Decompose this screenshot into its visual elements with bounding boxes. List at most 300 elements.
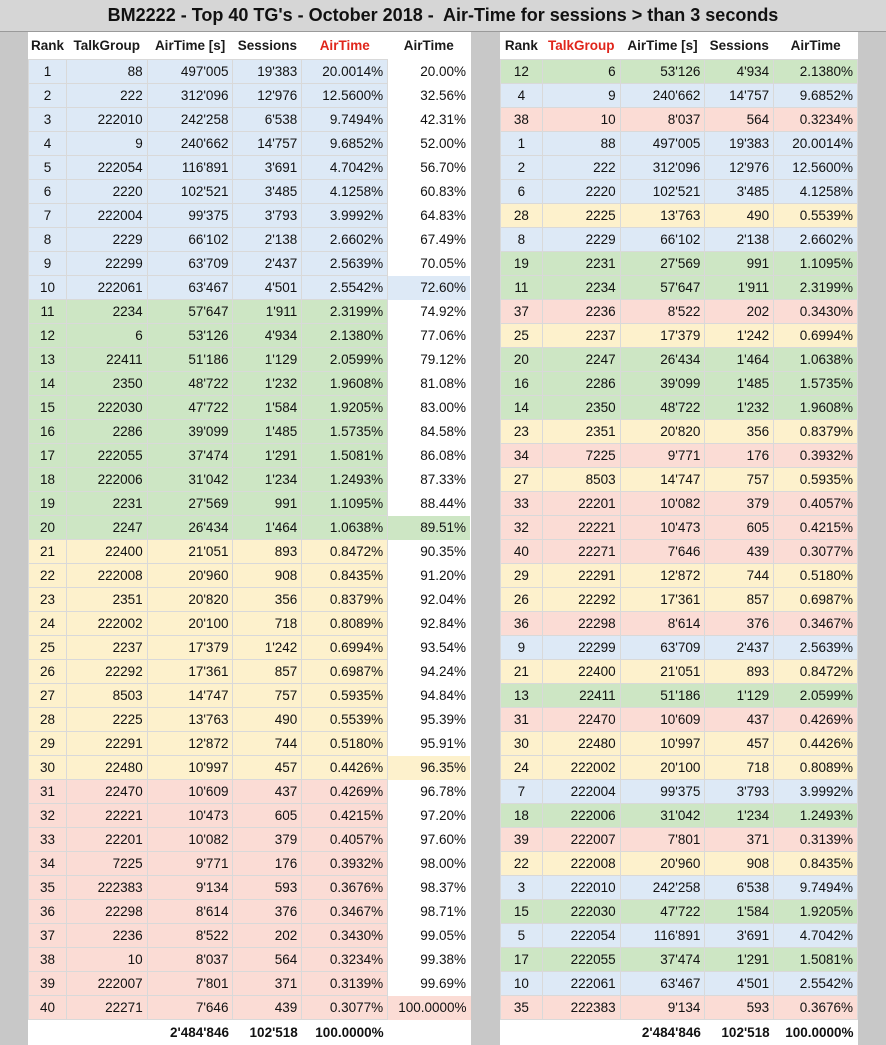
airtime-cell: 20'100: [147, 612, 233, 636]
sessions-cell: 379: [705, 492, 774, 516]
airtime-cell: 8'614: [147, 900, 233, 924]
sessions-cell: 437: [233, 780, 302, 804]
cumulative-cell: 94.84%: [388, 684, 471, 708]
cumulative-cell: 98.00%: [388, 852, 471, 876]
airtime-percent-cell: 1.1095%: [302, 492, 388, 516]
sessions-cell: 437: [705, 708, 774, 732]
airtime-percent-cell: 0.3430%: [302, 924, 388, 948]
airtime-cell: 8'614: [620, 612, 705, 636]
sessions-cell: 439: [705, 540, 774, 564]
table-row: [29, 156, 471, 180]
cumulative-cell: 95.39%: [388, 708, 471, 732]
cumulative-cell: 77.06%: [388, 324, 471, 348]
airtime-cell: 14'747: [620, 468, 705, 492]
talkgroup-cell: 222006: [66, 468, 147, 492]
rank-cell: 3: [29, 108, 67, 132]
rank-cell: 37: [29, 924, 67, 948]
sessions-cell: 744: [233, 732, 302, 756]
table-row: [501, 420, 858, 444]
rank-cell: 19: [29, 492, 67, 516]
totals-row: [501, 1020, 858, 1045]
airtime-cell: 63'709: [147, 252, 233, 276]
sessions-cell: 356: [233, 588, 302, 612]
airtime-cell: 27'569: [620, 252, 705, 276]
talkgroup-cell: 2229: [542, 228, 620, 252]
airtime-cell: 66'102: [147, 228, 233, 252]
airtime-cell: 17'361: [620, 588, 705, 612]
airtime-percent-cell: 0.6994%: [302, 636, 388, 660]
airtime-cell: 13'763: [147, 708, 233, 732]
talkgroup-cell: 22221: [542, 516, 620, 540]
header-rank: Rank: [29, 32, 67, 60]
table-row: [501, 804, 858, 828]
sessions-cell: 1'464: [705, 348, 774, 372]
talkgroup-cell: 222004: [66, 204, 147, 228]
talkgroup-cell: 7225: [66, 852, 147, 876]
airtime-percent-cell: 0.8435%: [302, 564, 388, 588]
sessions-cell: 2'138: [705, 228, 774, 252]
sessions-cell: 4'934: [705, 60, 774, 84]
table-row: [501, 828, 858, 852]
airtime-cell: 63'709: [620, 636, 705, 660]
sessions-cell: 3'793: [233, 204, 302, 228]
rank-cell: 30: [501, 732, 543, 756]
airtime-percent-cell: 0.3676%: [302, 876, 388, 900]
talkgroup-cell: 7225: [542, 444, 620, 468]
sessions-cell: 1'242: [705, 324, 774, 348]
header-row: [29, 32, 471, 60]
talkgroup-cell: 22298: [542, 612, 620, 636]
total-empty: [388, 1020, 471, 1045]
talkgroup-cell: 2236: [542, 300, 620, 324]
airtime-percent-cell: 0.8472%: [302, 540, 388, 564]
talkgroup-cell: 222055: [542, 948, 620, 972]
table-row: [29, 228, 471, 252]
rank-cell: 6: [29, 180, 67, 204]
airtime-cell: 20'820: [620, 420, 705, 444]
airtime-cell: 26'434: [620, 348, 705, 372]
table-row: [501, 492, 858, 516]
talkgroup-cell: 2220: [542, 180, 620, 204]
airtime-percent-cell: 0.5180%: [302, 732, 388, 756]
airtime-cell: 10'997: [620, 732, 705, 756]
talkgroup-cell: 222383: [66, 876, 147, 900]
talkgroup-cell: 88: [542, 132, 620, 156]
airtime-percent-cell: 0.4215%: [302, 804, 388, 828]
table-row: [501, 468, 858, 492]
rank-cell: 17: [501, 948, 543, 972]
rank-cell: 15: [501, 900, 543, 924]
airtime-percent-cell: 1.9608%: [774, 396, 858, 420]
sessions-cell: 718: [705, 756, 774, 780]
airtime-percent-cell: 0.8089%: [302, 612, 388, 636]
rank-cell: 9: [501, 636, 543, 660]
table-row: [29, 420, 471, 444]
airtime-percent-cell: 3.9992%: [774, 780, 858, 804]
sessions-cell: 908: [705, 852, 774, 876]
table-row: [501, 996, 858, 1020]
table-row: [29, 564, 471, 588]
sessions-cell: 4'501: [233, 276, 302, 300]
sessions-cell: 457: [233, 756, 302, 780]
cumulative-cell: 99.38%: [388, 948, 471, 972]
talkgroup-cell: 22271: [542, 540, 620, 564]
rank-cell: 38: [501, 108, 543, 132]
table-row: [29, 708, 471, 732]
sessions-cell: 893: [233, 540, 302, 564]
table-row: [501, 612, 858, 636]
table-row: [501, 396, 858, 420]
table-row: [501, 132, 858, 156]
talkgroup-cell: 22221: [66, 804, 147, 828]
talkgroup-cell: 222010: [66, 108, 147, 132]
airtime-cell: 31'042: [620, 804, 705, 828]
rank-cell: 35: [29, 876, 67, 900]
airtime-cell: 12'872: [147, 732, 233, 756]
rank-cell: 14: [501, 396, 543, 420]
cumulative-cell: 79.12%: [388, 348, 471, 372]
left-ranking-panel: [28, 32, 471, 1045]
total-sessions-cell: 102'518: [233, 1020, 302, 1045]
airtime-percent-cell: 12.5600%: [774, 156, 858, 180]
airtime-percent-cell: 1.9205%: [774, 900, 858, 924]
airtime-percent-cell: 9.6852%: [774, 84, 858, 108]
airtime-cell: 20'960: [147, 564, 233, 588]
airtime-percent-cell: 0.3932%: [774, 444, 858, 468]
rank-cell: 40: [29, 996, 67, 1020]
airtime-cell: 9'771: [620, 444, 705, 468]
rank-cell: 5: [501, 924, 543, 948]
sessions-cell: 1'129: [705, 684, 774, 708]
table-row: [29, 852, 471, 876]
cumulative-cell: 72.60%: [388, 276, 471, 300]
sessions-cell: 857: [233, 660, 302, 684]
total-airtime-cell: 2'484'846: [620, 1020, 705, 1045]
talkgroup-cell: 22299: [542, 636, 620, 660]
sessions-cell: 564: [705, 108, 774, 132]
airtime-percent-cell: 2.5542%: [774, 972, 858, 996]
table-row: [29, 684, 471, 708]
talkgroup-cell: 22480: [542, 732, 620, 756]
rank-cell: 3: [501, 876, 543, 900]
airtime-cell: 10'609: [147, 780, 233, 804]
airtime-percent-cell: 0.5539%: [302, 708, 388, 732]
table-row: [29, 348, 471, 372]
airtime-cell: 99'375: [620, 780, 705, 804]
airtime-percent-cell: 1.5735%: [774, 372, 858, 396]
rank-cell: 23: [29, 588, 67, 612]
rank-cell: 29: [501, 564, 543, 588]
airtime-cell: 102'521: [620, 180, 705, 204]
talkgroup-cell: 2234: [66, 300, 147, 324]
airtime-cell: 37'474: [147, 444, 233, 468]
sessions-cell: 1'234: [705, 804, 774, 828]
table-row: [29, 948, 471, 972]
cumulative-cell: 95.91%: [388, 732, 471, 756]
sessions-cell: 1'485: [705, 372, 774, 396]
rank-cell: 10: [29, 276, 67, 300]
cumulative-cell: 96.35%: [388, 756, 471, 780]
talkgroup-cell: 222055: [66, 444, 147, 468]
airtime-percent-cell: 0.5935%: [774, 468, 858, 492]
airtime-cell: 10'082: [147, 828, 233, 852]
rank-cell: 1: [29, 60, 67, 84]
talkgroup-cell: 22400: [66, 540, 147, 564]
talkgroup-cell: 222004: [542, 780, 620, 804]
table-row: [501, 204, 858, 228]
rank-cell: 14: [29, 372, 67, 396]
airtime-cell: 48'722: [147, 372, 233, 396]
airtime-cell: 7'801: [147, 972, 233, 996]
airtime-cell: 12'872: [620, 564, 705, 588]
airtime-percent-cell: 0.3139%: [774, 828, 858, 852]
talkgroup-cell: 2231: [542, 252, 620, 276]
airtime-percent-cell: 4.1258%: [302, 180, 388, 204]
rank-cell: 35: [501, 996, 543, 1020]
talkgroup-cell: 22411: [66, 348, 147, 372]
talkgroup-cell: 222061: [66, 276, 147, 300]
sessions-cell: 12'976: [705, 156, 774, 180]
table-row: [501, 732, 858, 756]
rank-cell: 20: [29, 516, 67, 540]
airtime-cell: 53'126: [147, 324, 233, 348]
cumulative-cell: 87.33%: [388, 468, 471, 492]
airtime-percent-cell: 0.3234%: [302, 948, 388, 972]
airtime-cell: 57'647: [147, 300, 233, 324]
cumulative-cell: 94.24%: [388, 660, 471, 684]
sessions-cell: 3'691: [233, 156, 302, 180]
airtime-percent-cell: 2.5639%: [774, 636, 858, 660]
talkgroup-cell: 6: [66, 324, 147, 348]
airtime-cell: 8'037: [620, 108, 705, 132]
airtime-percent-cell: 2.5639%: [302, 252, 388, 276]
header-airtime-percent: AirTime: [302, 32, 388, 60]
total-empty: [66, 1020, 147, 1045]
airtime-percent-cell: 4.7042%: [774, 924, 858, 948]
airtime-percent-cell: 0.4215%: [774, 516, 858, 540]
talkgroup-cell: 22291: [66, 732, 147, 756]
total-percent-cell: 100.0000%: [302, 1020, 388, 1045]
table-row: [29, 468, 471, 492]
rank-cell: 36: [29, 900, 67, 924]
sessions-cell: 176: [233, 852, 302, 876]
totals-row: [29, 1020, 471, 1045]
airtime-percent-cell: 0.8472%: [774, 660, 858, 684]
sessions-cell: 1'234: [233, 468, 302, 492]
sessions-cell: 1'129: [233, 348, 302, 372]
talkgroup-cell: 10: [542, 108, 620, 132]
airtime-cell: 9'134: [147, 876, 233, 900]
airtime-cell: 9'134: [620, 996, 705, 1020]
sessions-cell: 376: [233, 900, 302, 924]
airtime-percent-cell: 2.3199%: [774, 276, 858, 300]
rank-cell: 23: [501, 420, 543, 444]
talkgroup-cell: 22470: [542, 708, 620, 732]
airtime-percent-cell: 0.4057%: [302, 828, 388, 852]
talkgroup-cell: 2351: [542, 420, 620, 444]
airtime-cell: 17'361: [147, 660, 233, 684]
table-row: [29, 804, 471, 828]
airtime-percent-cell: 0.3676%: [774, 996, 858, 1020]
table-row: [501, 756, 858, 780]
airtime-cell: 63'467: [147, 276, 233, 300]
sessions-cell: 457: [705, 732, 774, 756]
rank-cell: 22: [29, 564, 67, 588]
rank-cell: 16: [29, 420, 67, 444]
total-percent-cell: 100.0000%: [774, 1020, 858, 1045]
airtime-percent-cell: 9.7494%: [774, 876, 858, 900]
rank-cell: 24: [501, 756, 543, 780]
airtime-cell: 20'960: [620, 852, 705, 876]
sessions-cell: 718: [233, 612, 302, 636]
sessions-cell: 893: [705, 660, 774, 684]
airtime-cell: 47'722: [620, 900, 705, 924]
rank-cell: 12: [29, 324, 67, 348]
airtime-cell: 116'891: [147, 156, 233, 180]
airtime-cell: 242'258: [620, 876, 705, 900]
talkgroup-cell: 22201: [66, 828, 147, 852]
table-row: [29, 132, 471, 156]
sessions-cell: 908: [233, 564, 302, 588]
talkgroup-cell: 22292: [66, 660, 147, 684]
table-row: [29, 756, 471, 780]
talkgroup-cell: 222007: [542, 828, 620, 852]
table-row: [501, 228, 858, 252]
cumulative-cell: 98.37%: [388, 876, 471, 900]
cumulative-cell: 99.69%: [388, 972, 471, 996]
table-row: [29, 636, 471, 660]
airtime-percent-cell: 1.9205%: [302, 396, 388, 420]
cumulative-cell: 32.56%: [388, 84, 471, 108]
sessions-cell: 991: [233, 492, 302, 516]
airtime-percent-cell: 1.2493%: [302, 468, 388, 492]
airtime-percent-cell: 0.3077%: [302, 996, 388, 1020]
cumulative-cell: 20.00%: [388, 60, 471, 84]
table-row: [29, 60, 471, 84]
table-row: [29, 732, 471, 756]
rank-cell: 32: [501, 516, 543, 540]
table-row: [501, 516, 858, 540]
airtime-cell: 10'473: [620, 516, 705, 540]
airtime-percent-cell: 0.8379%: [302, 588, 388, 612]
airtime-percent-cell: 1.5735%: [302, 420, 388, 444]
rank-cell: 1: [501, 132, 543, 156]
rank-cell: 34: [29, 852, 67, 876]
rank-cell: 31: [501, 708, 543, 732]
cumulative-cell: 74.92%: [388, 300, 471, 324]
airtime-percent-cell: 0.4269%: [302, 780, 388, 804]
sessions-cell: 605: [233, 804, 302, 828]
table-row: [29, 900, 471, 924]
rank-cell: 16: [501, 372, 543, 396]
sessions-cell: 1'584: [233, 396, 302, 420]
sessions-cell: 605: [705, 516, 774, 540]
rank-cell: 25: [501, 324, 543, 348]
talkgroup-cell: 22400: [542, 660, 620, 684]
talkgroup-cell: 222: [542, 156, 620, 180]
table-row: [501, 972, 858, 996]
table-row: [501, 852, 858, 876]
sessions-cell: 490: [233, 708, 302, 732]
airtime-percent-cell: 3.9992%: [302, 204, 388, 228]
table-row: [501, 276, 858, 300]
talkgroup-cell: 2220: [66, 180, 147, 204]
rank-cell: 39: [501, 828, 543, 852]
sessions-cell: 6'538: [705, 876, 774, 900]
airtime-percent-cell: 2.3199%: [302, 300, 388, 324]
airtime-cell: 48'722: [620, 396, 705, 420]
talkgroup-cell: 22201: [542, 492, 620, 516]
talkgroup-cell: 2350: [66, 372, 147, 396]
header-airtime-seconds: AirTime [s]: [147, 32, 233, 60]
rank-cell: 30: [29, 756, 67, 780]
table-row: [501, 108, 858, 132]
rank-cell: 4: [501, 84, 543, 108]
airtime-percent-cell: 0.4426%: [774, 732, 858, 756]
rank-cell: 9: [29, 252, 67, 276]
rank-cell: 28: [501, 204, 543, 228]
airtime-cell: 9'771: [147, 852, 233, 876]
rank-cell: 26: [29, 660, 67, 684]
cumulative-cell: 81.08%: [388, 372, 471, 396]
airtime-cell: 47'722: [147, 396, 233, 420]
total-empty: [542, 1020, 620, 1045]
talkgroup-cell: 222002: [542, 756, 620, 780]
cumulative-cell: 86.08%: [388, 444, 471, 468]
header-talkgroup: TalkGroup: [542, 32, 620, 60]
talkgroup-cell: 2229: [66, 228, 147, 252]
cumulative-cell: 92.04%: [388, 588, 471, 612]
table-row: [501, 636, 858, 660]
airtime-cell: 242'258: [147, 108, 233, 132]
talkgroup-cell: 222008: [66, 564, 147, 588]
talkgroup-cell: 8503: [66, 684, 147, 708]
rank-cell: 19: [501, 252, 543, 276]
airtime-cell: 53'126: [620, 60, 705, 84]
airtime-percent-cell: 0.8435%: [774, 852, 858, 876]
rank-cell: 21: [501, 660, 543, 684]
sessions-cell: 1'584: [705, 900, 774, 924]
airtime-percent-cell: 2.5542%: [302, 276, 388, 300]
sessions-cell: 6'538: [233, 108, 302, 132]
talkgroup-cell: 222383: [542, 996, 620, 1020]
airtime-cell: 27'569: [147, 492, 233, 516]
total-empty: [501, 1020, 543, 1045]
header-talkgroup: TalkGroup: [66, 32, 147, 60]
airtime-cell: 240'662: [620, 84, 705, 108]
sessions-cell: 371: [233, 972, 302, 996]
sessions-cell: 991: [705, 252, 774, 276]
talkgroup-sorted-table: [500, 32, 858, 1045]
airtime-percent-cell: 0.3932%: [302, 852, 388, 876]
airtime-cell: 8'522: [620, 300, 705, 324]
rank-cell: 17: [29, 444, 67, 468]
talkgroup-cell: 2225: [542, 204, 620, 228]
talkgroup-cell: 2286: [542, 372, 620, 396]
airtime-percent-cell: 2.1380%: [774, 60, 858, 84]
table-row: [501, 540, 858, 564]
talkgroup-cell: 2237: [542, 324, 620, 348]
talkgroup-cell: 22291: [542, 564, 620, 588]
airtime-cell: 13'763: [620, 204, 705, 228]
rank-cell: 10: [501, 972, 543, 996]
airtime-percent-cell: 0.5180%: [774, 564, 858, 588]
airtime-cell: 63'467: [620, 972, 705, 996]
talkgroup-cell: 222054: [66, 156, 147, 180]
rank-cell: 18: [501, 804, 543, 828]
header-sessions: Sessions: [233, 32, 302, 60]
airtime-percent-cell: 12.5600%: [302, 84, 388, 108]
